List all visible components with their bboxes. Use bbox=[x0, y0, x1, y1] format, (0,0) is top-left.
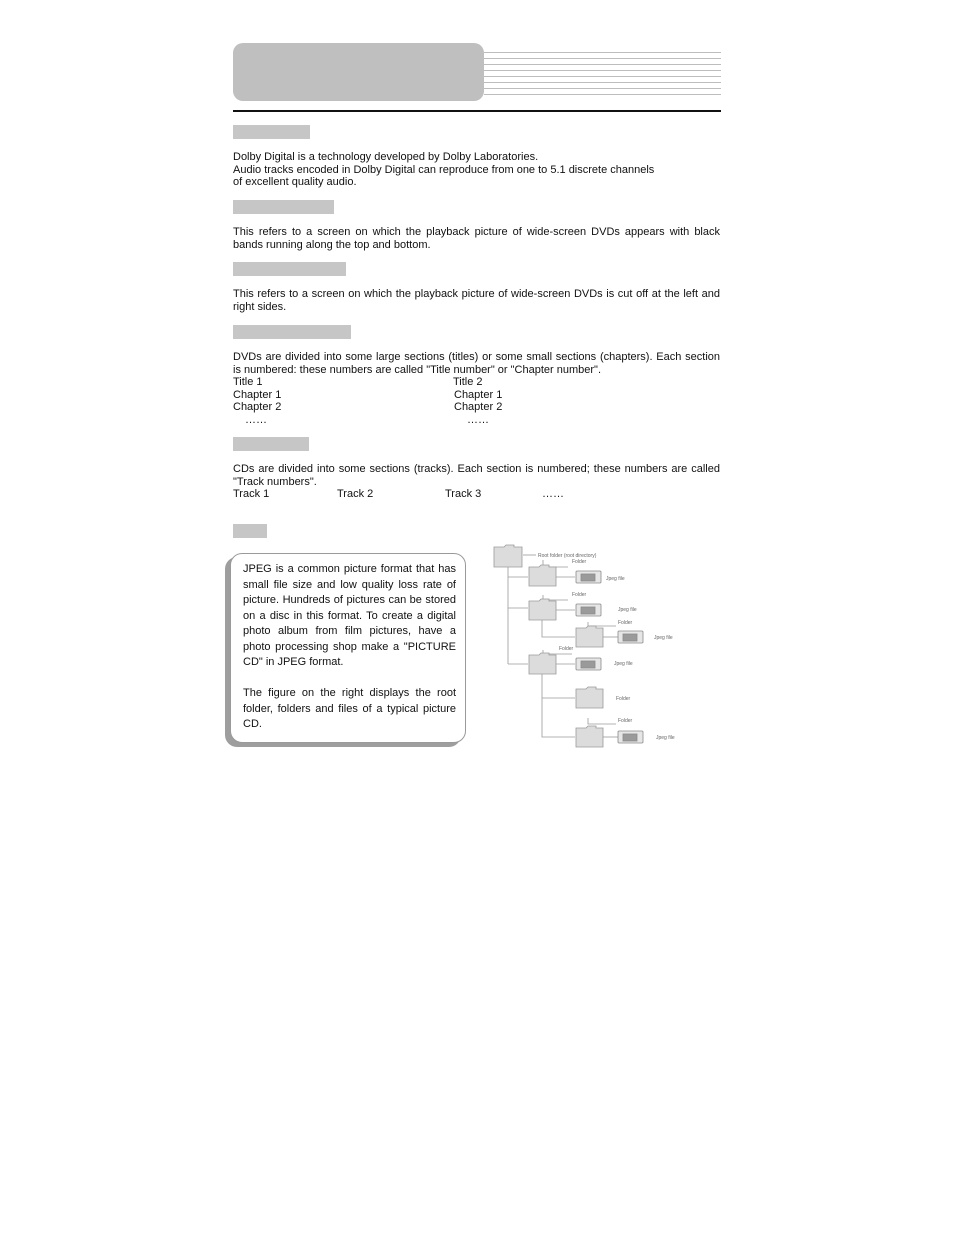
track-item: Track 1 bbox=[233, 488, 270, 500]
titles-col1-item: Chapter 2 bbox=[233, 401, 282, 413]
section-label-letterbox bbox=[233, 200, 334, 214]
folder-label: Folder bbox=[618, 718, 633, 724]
root-folder-icon bbox=[494, 545, 522, 567]
folder-icon bbox=[576, 687, 603, 708]
folder-icon bbox=[576, 726, 603, 747]
section-label-dolby bbox=[233, 125, 310, 139]
folder-label: Folder bbox=[618, 620, 633, 626]
titles-col1-item: …… bbox=[245, 413, 267, 426]
track-item: Track 3 bbox=[445, 488, 482, 500]
titles-col1-item: Title 1 bbox=[233, 376, 263, 388]
folder-tree-diagram bbox=[488, 540, 688, 750]
dolby-line-1: Dolby Digital is a technology developed by Dolby Laboratories. bbox=[233, 151, 539, 163]
jpeg-paragraph-1: JPEG is a common picture format that has small file size and low quality loss rate of picture. Hundreds of pictures can be stored on a disc in this format. To create a digital photo album from film pictures, have a photo processing shop make a "PICTURE CD" in JPEG format. bbox=[243, 563, 456, 668]
folder-icon bbox=[529, 565, 556, 586]
jpeg-file-icon bbox=[576, 658, 601, 670]
section-label-panscan bbox=[233, 262, 346, 276]
jpeg-file-icon bbox=[618, 631, 643, 643]
letterbox-body: This refers to a screen on which the playback picture of wide-screen DVDs appears with black bands running along the top and bottom. bbox=[233, 226, 720, 251]
titles-col2-item: Chapter 1 bbox=[454, 388, 503, 401]
titles-body: DVDs are divided into some large sections (titles) or some small sections (chapters). Each section is numbered: these numbers are called "Title number" or "Chapter number". bbox=[233, 351, 720, 376]
jpeg-file-label: Jpeg file bbox=[654, 635, 673, 641]
track-item: Track 2 bbox=[337, 488, 374, 500]
header-decorative-lines bbox=[484, 52, 721, 102]
titles-col2-item: …… bbox=[467, 413, 489, 426]
section-label-titles bbox=[233, 325, 351, 339]
jpeg-file-label: Jpeg file bbox=[614, 661, 633, 667]
folder-icon bbox=[529, 653, 556, 674]
jpeg-file-label: Jpeg file bbox=[606, 576, 625, 582]
section-label-jpeg bbox=[233, 524, 267, 538]
titles-column-1 bbox=[233, 376, 281, 426]
jpeg-file-icon bbox=[618, 731, 643, 743]
titles-col2-item: Chapter 2 bbox=[454, 401, 503, 413]
jpeg-file-icon bbox=[576, 571, 601, 583]
jpeg-file-label: Jpeg file bbox=[618, 607, 637, 613]
jpeg-info-text bbox=[243, 562, 456, 748]
folder-label: Folder bbox=[616, 696, 631, 702]
dolby-body bbox=[233, 151, 720, 189]
folder-icon bbox=[529, 599, 556, 620]
tracks-body: CDs are divided into some sections (tracks). Each section is numbered; these numbers are called "Track numbers". bbox=[233, 463, 720, 488]
panscan-body: This refers to a screen on which the playback picture of wide-screen DVDs is cut off at the left and right sides. bbox=[233, 288, 720, 313]
jpeg-file-label: Jpeg file bbox=[656, 735, 675, 741]
folder-label: Folder bbox=[559, 646, 574, 652]
folder-icon bbox=[576, 626, 603, 647]
jpeg-paragraph-2: The figure on the right displays the root folder, folders and files of a typical picture CD. bbox=[243, 687, 456, 730]
folder-label: Folder bbox=[572, 559, 587, 565]
section-label-tracks bbox=[233, 437, 309, 451]
dolby-line-3: of excellent quality audio. bbox=[233, 176, 357, 188]
titles-col1-item: Chapter 1 bbox=[233, 388, 282, 401]
titles-col2-item: Title 2 bbox=[453, 376, 483, 388]
folder-label: Folder bbox=[572, 592, 587, 598]
root-folder-label: Root folder (root directory) bbox=[538, 553, 597, 559]
titles-column-2 bbox=[453, 376, 502, 426]
header-title-box bbox=[233, 43, 484, 101]
header-rule bbox=[233, 110, 721, 112]
dolby-line-2: Audio tracks encoded in Dolby Digital can reproduce from one to 5.1 discrete channels bbox=[233, 163, 655, 176]
track-item: …… bbox=[542, 488, 564, 500]
jpeg-file-icon bbox=[576, 604, 601, 616]
